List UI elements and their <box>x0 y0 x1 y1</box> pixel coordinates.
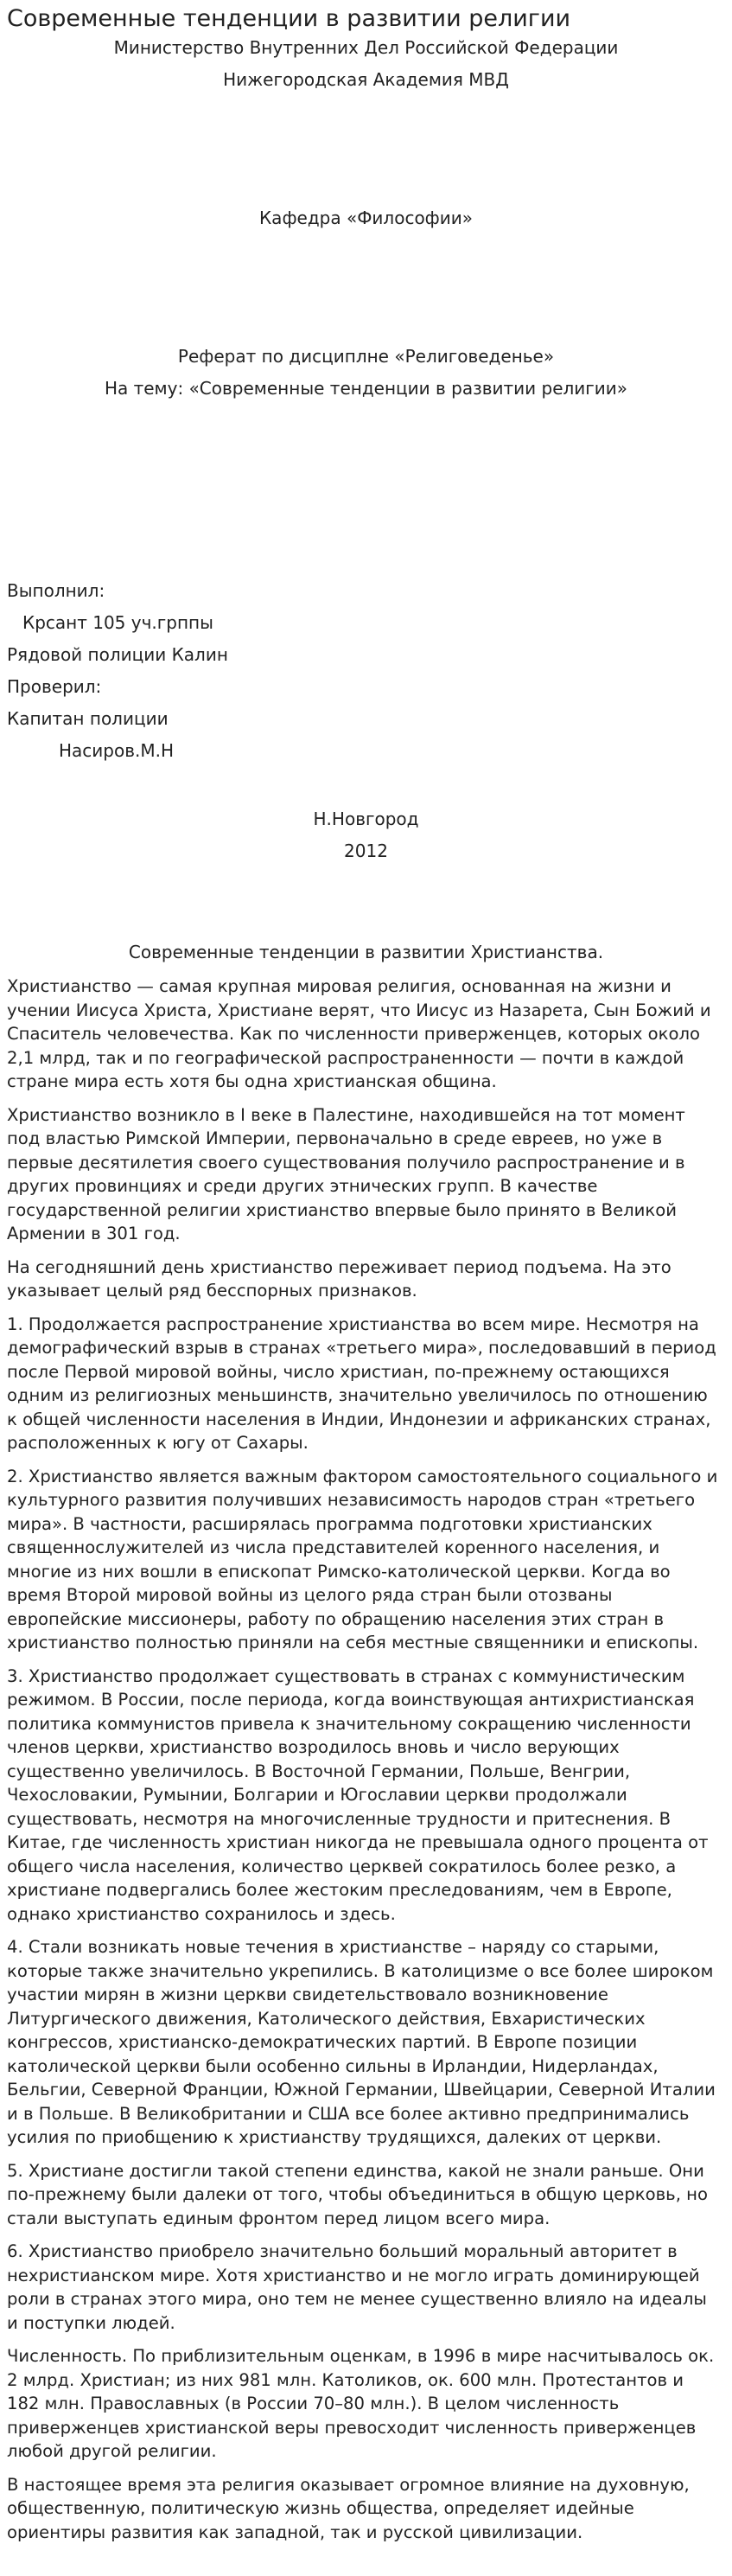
ministry-line: Министерство Внутренних Дел Российской Федерации <box>113 37 619 58</box>
paragraph: 5. Христиане достигли такой степени единства, какой не знали раньше. Они по-прежнему были далеки от того, чтобы объединиться в общую церковь, но стали выступать единым фронтом перед лицом всего мира. <box>7 2160 708 2228</box>
performed-label: Выполнил: <box>7 580 105 601</box>
checked-label: Проверил: <box>7 676 102 697</box>
paragraph: 2. Христианство является важным фактором самостоятельного социального и культурного развития получивших независимость народов стран «третьего мира». В частности, расширялась программа подготовки христианских священнослужителей из числа представителей коренного населения, и многие из них вошли в епископат Римско-католической церкви. Когда во время Второй мировой войны из целого ряда стран были отозваны европейские миссионеры, работу по обращению населения этих стран в христианство полностью приняли на себя местные священники и епископы. <box>7 1466 718 1652</box>
paragraph: В настоящее время эта религия оказывает огромное влияние на духовную, общественную, политическую жизнь общества, определяет идейные ориентиры развития как западной, так и русской цивилизации. <box>7 2474 690 2542</box>
paragraph: 6. Христианство приобрело значительно больший моральный авторитет в нехристианском мире. Хотя христианство и не могло играть доминирующей роли в странах этого мира, оно тем не менее существенно влияло на идеалы и поступки людей. <box>7 2241 707 2333</box>
report-type-line: Реферат по дисциплне «Религоведенье» <box>177 346 555 367</box>
paragraph: На сегодняшний день христианство переживает период подъема. На это указывает целый ряд бесспорных признаков. <box>7 1256 672 1301</box>
city-line: Н.Новгород <box>313 809 419 829</box>
department-line: Кафедра «Философии» <box>258 208 474 228</box>
paragraph: 1. Продолжается распространение христианства во всем мире. Несмотря на демографический взрыв в странах «третьего мира», последовавший в период после Первой мировой войны, число христиан, по-прежнему остающихся одним из религиозных меньшинств, значительно увеличилось по отношению к общей численности населения в Индии, Индонезии и африканских странах, расположенных к югу от Сахары. <box>7 1314 716 1453</box>
page-title: Современные тенденции в развитии религии <box>7 5 571 32</box>
year-line: 2012 <box>344 841 388 861</box>
paragraph: 3. Христианство продолжает существовать в странах с коммунистическим режимом. В России, после периода, когда воинствующая антихристианская политика коммунистов привела к значительному сокращению численности членов церкви, христианство возродилось вновь и число верующих существенно увеличилось. В Восточной Германии, Польше, Венгрии, Чехословакии, Румынии, Болгарии и Югославии церкви продолжали существовать, несмотря на многочисленные трудности и притеснения. В Китае, где численность христиан никогда не превышала одного процента от общего числа населения, количество церквей сократилось более резко, а христиане подвергались более жестоким преследованиям, чем в Европе, однако христианство сохранилось и здесь. <box>7 1665 709 1924</box>
paragraph: Христианство возникло в I веке в Палестине, находившейся на тот момент под властью Римской Империи, первоначально в среде евреев, но уже в первые десятилетия своего существования получило распространение и в других провинциях и среди других этнических групп. В качестве государственной религии христианство впервые было принято в Великой Армении в 301 год. <box>7 1104 685 1243</box>
content-body <box>7 975 721 2544</box>
paragraph: 4. Стали возникать новые течения в христианстве – наряду со старыми, которые также значительно укрепились. В католицизме о все более широком участии мирян в жизни церкви свидетельствовало возникновение Литургического движения, Католического действия, Евхаристических конгрессов, христианско-демократических партий. В Европе позиции католической церкви были особенно сильны в Ирландии, Нидерландах, Бельгии, Северной Франции, Южной Германии, Швейцарии, Северной Италии и в Польше. В Великобритании и США все более активно предпринимались усилия по приобщению к христианству трудящихся, далеких от церкви. <box>7 1937 716 2147</box>
academy-line: Нижегородская Академия МВД <box>223 69 509 90</box>
student-rank: Крсант 105 уч.грппы <box>22 612 213 633</box>
topic-line: На тему: «Современные тенденции в развитии религии» <box>104 378 628 399</box>
checker-rank: Капитан полиции <box>7 708 169 729</box>
paragraph: Численность. По приблизительным оценкам, в 1996 в мире насчитывалось ок. 2 млрд. Христиан; из них 981 млн. Католиков, ок. 600 млн. Протестантов и 182 млн. Православных (в России 70–80 млн.). В целом численность приверженцев христианской веры превосходит численность приверженцев любой другой религии. <box>7 2346 715 2461</box>
paragraph: Христианство — самая крупная мировая религия, основанная на жизни и учении Иисуса Христа, Христиане верят, что Иисус из Назарета, Сын Божий и Спаситель человечества. Как по численности приверженцев, которых около 2,1 млрд, так и по географической распространенности — почти в каждой стране мира есть хотя бы одна христианская община. <box>7 976 711 1091</box>
student-name: Рядовой полиции Калин <box>7 644 228 665</box>
checker-name: Насиров.М.Н <box>59 740 175 761</box>
content-heading: Современные тенденции в развитии Христианства. <box>128 942 604 962</box>
